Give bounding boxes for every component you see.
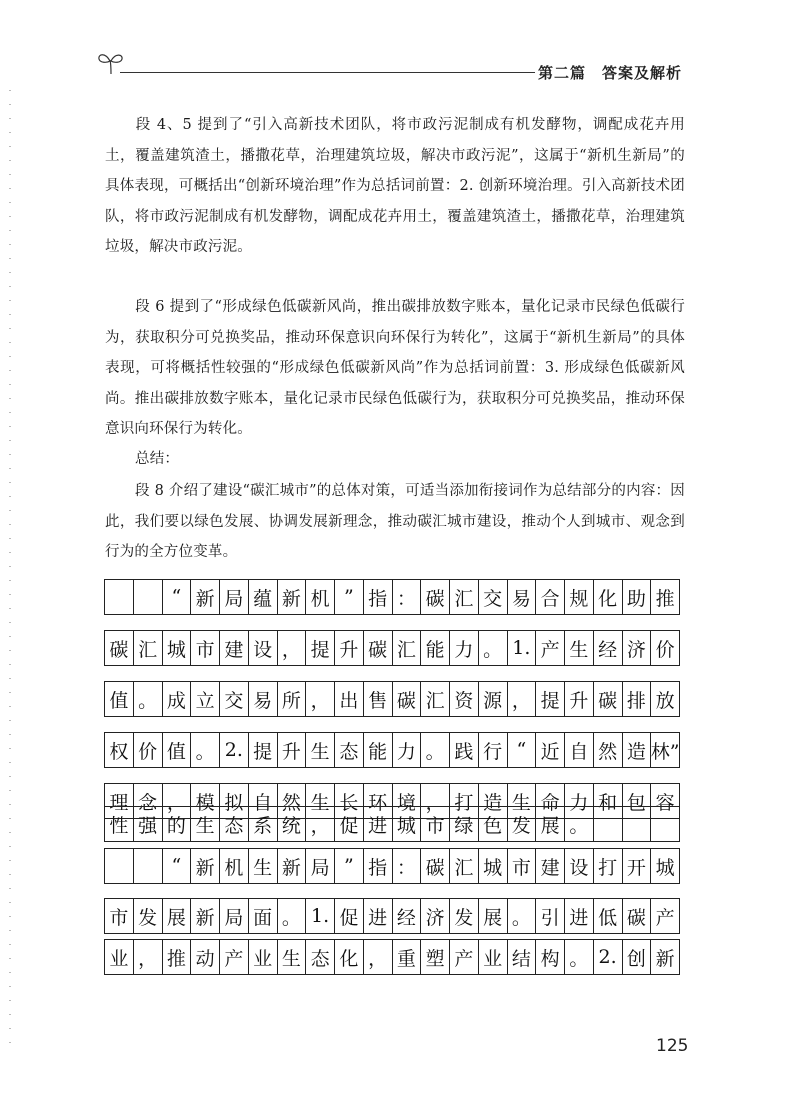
- grid-cell: 价: [651, 631, 680, 665]
- grid-cell: 结: [508, 940, 537, 974]
- grid-cell: 性: [105, 807, 134, 841]
- grid-cell: 汇: [134, 631, 163, 665]
- grid-cell: ，: [306, 682, 335, 716]
- grid-cell: 造: [479, 784, 508, 818]
- grid-cell: 打: [594, 849, 623, 883]
- grid-cell: 然: [278, 784, 307, 818]
- grid-cell: [134, 849, 163, 883]
- grid-cell: 的: [163, 807, 192, 841]
- grid-cell: 命: [536, 784, 565, 818]
- grid-cell: ：: [393, 849, 422, 883]
- grid-cell: 发: [134, 899, 163, 933]
- grid-cell: 生: [191, 807, 220, 841]
- grid-cell: 进: [364, 807, 393, 841]
- grid-cell: 碳: [623, 899, 652, 933]
- grid-cell: 。: [134, 682, 163, 716]
- grid-row: [104, 898, 680, 934]
- grid-cell: ，: [306, 807, 335, 841]
- grid-cell: 引: [536, 899, 565, 933]
- grid-cell: 强: [134, 807, 163, 841]
- grid-cell: 1.: [306, 899, 335, 933]
- grid-cell: 碳: [364, 631, 393, 665]
- grid-cell: 展: [536, 807, 565, 841]
- grid-cell: 值: [105, 682, 134, 716]
- grid-cell: 新: [651, 940, 680, 974]
- grid-cell: 绿: [450, 807, 479, 841]
- grid-cell: [105, 580, 134, 614]
- grid-cell: 1.: [508, 631, 537, 665]
- grid-cell: 产: [536, 631, 565, 665]
- grid-cell: 局: [220, 580, 249, 614]
- grid-cell: 碳: [105, 631, 134, 665]
- grid-cell: 济: [623, 631, 652, 665]
- grid-row: [104, 681, 680, 717]
- grid-cell: 化: [335, 940, 364, 974]
- grid-cell: ，: [278, 631, 307, 665]
- grid-cell: 2.: [594, 940, 623, 974]
- grid-cell: 。: [508, 899, 537, 933]
- grid-cell: 自: [565, 733, 594, 767]
- grid-cell: 。: [421, 733, 450, 767]
- section-title: 第二篇 答案及解析: [538, 64, 683, 82]
- grid-cell: 升: [565, 682, 594, 716]
- grid-cell: 新: [278, 849, 307, 883]
- grid-cell: ，: [364, 940, 393, 974]
- grid-cell: [134, 580, 163, 614]
- grid-cell: 打: [450, 784, 479, 818]
- grid-cell: ，: [134, 940, 163, 974]
- grid-cell: 。: [191, 733, 220, 767]
- grid-cell: “: [163, 580, 192, 614]
- grid-cell: [594, 807, 623, 841]
- grid-cell: ，: [421, 784, 450, 818]
- grid-cell: 资: [450, 682, 479, 716]
- grid-cell: 长: [335, 784, 364, 818]
- grid-cell: 践: [450, 733, 479, 767]
- grid-cell: 产: [220, 940, 249, 974]
- grid-cell: 生: [306, 784, 335, 818]
- grid-cell: 展: [479, 899, 508, 933]
- grid-cell: 业: [479, 940, 508, 974]
- grid-cell: 汇: [450, 849, 479, 883]
- grid-cell: 展: [163, 899, 192, 933]
- grid-cell: 包: [623, 784, 652, 818]
- grid-cell: 推: [651, 580, 680, 614]
- grid-cell: 态: [306, 940, 335, 974]
- grid-cell: 容: [651, 784, 680, 818]
- grid-cell: 态: [335, 733, 364, 767]
- grid-cell: 机: [220, 849, 249, 883]
- grid-cell: 业: [249, 940, 278, 974]
- grid-cell: 重: [393, 940, 422, 974]
- grid-cell: 市: [105, 899, 134, 933]
- grid-row: [104, 630, 680, 666]
- grid-cell: 2.: [220, 733, 249, 767]
- grid-cell: 构: [536, 940, 565, 974]
- grid-cell: 化: [594, 580, 623, 614]
- grid-cell: 建: [536, 849, 565, 883]
- grid-cell: 值: [163, 733, 192, 767]
- grid-cell: 力: [450, 631, 479, 665]
- grid-cell: 进: [364, 899, 393, 933]
- grid-cell: 自: [249, 784, 278, 818]
- binding-margin: [9, 90, 11, 1050]
- grid-cell: 易: [508, 580, 537, 614]
- grid-cell: 新: [191, 580, 220, 614]
- grid-row: [104, 848, 680, 884]
- grid-cell: 塑: [421, 940, 450, 974]
- grid-cell: 易: [249, 682, 278, 716]
- grid-cell: [623, 807, 652, 841]
- grid-cell: 升: [278, 733, 307, 767]
- grid-cell: ，: [163, 784, 192, 818]
- grid-cell: 产: [450, 940, 479, 974]
- grid-cell: 汇: [450, 580, 479, 614]
- grid-cell: 城: [479, 849, 508, 883]
- grid-cell: 汇: [393, 631, 422, 665]
- grid-cell: 城: [651, 849, 680, 883]
- grid-cell: 指: [364, 580, 393, 614]
- grid-cell: 。: [565, 807, 594, 841]
- grid-cell: 环: [364, 784, 393, 818]
- grid-cell: 发: [508, 807, 537, 841]
- grid-cell: 造: [623, 733, 652, 767]
- grid-cell: 然: [594, 733, 623, 767]
- grid-cell: 提: [306, 631, 335, 665]
- grid-cell: 低: [594, 899, 623, 933]
- grid-cell: 碳: [393, 682, 422, 716]
- grid-cell: “: [508, 733, 537, 767]
- grid-cell: 开: [623, 849, 652, 883]
- grid-cell: 促: [335, 899, 364, 933]
- grid-cell: 碳: [421, 849, 450, 883]
- grid-cell: 新: [191, 849, 220, 883]
- grid-cell: 理: [105, 784, 134, 818]
- grid-cell: 蕴: [249, 580, 278, 614]
- grid-cell: 经: [393, 899, 422, 933]
- grid-cell: 面: [249, 899, 278, 933]
- grid-cell: 局: [220, 899, 249, 933]
- grid-cell: 拟: [220, 784, 249, 818]
- grid-cell: 态: [220, 807, 249, 841]
- grid-cell: 提: [249, 733, 278, 767]
- grid-cell: 价: [134, 733, 163, 767]
- grid-cell: 助: [623, 580, 652, 614]
- paragraph-text: 段 6 提到了“形成绿色低碳新风尚，推出碳排放数字账本，量化记录市民绿色低碳行为，获取积分可兑换奖品，推动环保意识向环保行为转化”，这属于“新机生新局”的具体表现，可将概括性较强的“形成绿色低碳新风尚”作为总括词前置：3. 形成绿色低碳新风尚。推出碳排放数字账本，量化记录市民绿色低碳行为，获取积分可兑换奖品，推动环保意识向环保行为转化。: [105, 299, 685, 437]
- grid-cell: [651, 807, 680, 841]
- grid-cell: 。: [565, 940, 594, 974]
- grid-cell: 进: [565, 899, 594, 933]
- grid-cell: 经: [594, 631, 623, 665]
- paragraph-text: 段 4、5 提到了“引入高新技术团队，将市政污泥制成有机发酵物，调配成花卉用土，覆盖建筑渣土，播撒花草，治理建筑垃圾，解决市政污泥”，这属于“新机生新局”的具体表现，可概括出“创新环境治理”作为总括词前置：2. 创新环境治理。引入高新技术团队，将市政污泥制成有机发酵物，调配成花卉用土，覆盖建筑渣土，播撒花草，治理建筑垃圾，解决市政污泥。: [105, 117, 685, 255]
- grid-cell: 念: [134, 784, 163, 818]
- grid-cell: ，: [508, 682, 537, 716]
- grid-cell: 新: [278, 580, 307, 614]
- grid-row: [104, 806, 680, 842]
- paragraph-segment-4-5: [105, 110, 685, 263]
- grid-cell: 创: [623, 940, 652, 974]
- grid-cell: 行: [479, 733, 508, 767]
- grid-cell: 能: [421, 631, 450, 665]
- grid-row: [104, 579, 680, 615]
- grid-cell: 合: [536, 580, 565, 614]
- grid-cell: 业: [105, 940, 134, 974]
- grid-cell: 出: [335, 682, 364, 716]
- grid-cell: 力: [393, 733, 422, 767]
- grid-cell: 成: [163, 682, 192, 716]
- grid-cell: 设: [565, 849, 594, 883]
- grid-cell: 动: [191, 940, 220, 974]
- grid-cell: 提: [536, 682, 565, 716]
- grid-cell: 汇: [421, 682, 450, 716]
- summary-heading: [105, 444, 685, 475]
- grid-cell: 境: [393, 784, 422, 818]
- grid-cell: 规: [565, 580, 594, 614]
- grid-cell: 碳: [421, 580, 450, 614]
- grid-cell: 能: [364, 733, 393, 767]
- grid-cell: 和: [594, 784, 623, 818]
- paragraph-segment-8: [105, 476, 685, 568]
- grid-cell: 升: [335, 631, 364, 665]
- grid-cell: [105, 849, 134, 883]
- grid-cell: 。: [278, 899, 307, 933]
- grid-cell: 立: [191, 682, 220, 716]
- grid-cell: 市: [191, 631, 220, 665]
- grid-cell: 碳: [594, 682, 623, 716]
- grid-cell: ”: [335, 580, 364, 614]
- grid-cell: 指: [364, 849, 393, 883]
- grid-cell: “: [163, 849, 192, 883]
- grid-cell: 局: [306, 849, 335, 883]
- grid-cell: 城: [393, 807, 422, 841]
- grid-cell: 权: [105, 733, 134, 767]
- grid-cell: 市: [508, 849, 537, 883]
- grid-row: [104, 939, 680, 975]
- grid-cell: 系: [249, 807, 278, 841]
- grid-cell: 售: [364, 682, 393, 716]
- paragraph-text: 段 8 介绍了建设“碳汇城市”的总体对策，可适当添加衔接词作为总结部分的内容：因此，我们要以绿色发展、协调发展新理念，推动碳汇城市建设，推动个人到城市、观念到行为的全方位变革。: [105, 483, 685, 560]
- grid-cell: 林”: [651, 733, 680, 767]
- grid-cell: 模: [191, 784, 220, 818]
- grid-cell: 新: [191, 899, 220, 933]
- grid-cell: 产: [651, 899, 680, 933]
- grid-cell: 交: [220, 682, 249, 716]
- grid-cell: 排: [623, 682, 652, 716]
- grid-cell: 交: [479, 580, 508, 614]
- grid-cell: 生: [306, 733, 335, 767]
- grid-cell: 近: [536, 733, 565, 767]
- grid-cell: 。: [479, 631, 508, 665]
- grid-cell: 生: [508, 784, 537, 818]
- grid-cell: 市: [421, 807, 450, 841]
- paragraph-text: 总结：: [135, 451, 180, 467]
- grid-row: [104, 732, 680, 768]
- header-rule-dash: [525, 72, 535, 73]
- grid-cell: 源: [479, 682, 508, 716]
- page-number: 125: [656, 1036, 689, 1056]
- grid-cell: 统: [278, 807, 307, 841]
- grid-cell: 发: [450, 899, 479, 933]
- grid-cell: 所: [278, 682, 307, 716]
- paragraph-segment-6: [105, 292, 685, 445]
- grid-cell: ”: [335, 849, 364, 883]
- grid-cell: 城: [163, 631, 192, 665]
- grid-cell: ：: [393, 580, 422, 614]
- grid-cell: 建: [220, 631, 249, 665]
- grid-cell: 设: [249, 631, 278, 665]
- grid-cell: 推: [163, 940, 192, 974]
- grid-cell: 力: [565, 784, 594, 818]
- grid-cell: 促: [335, 807, 364, 841]
- grid-cell: 生: [249, 849, 278, 883]
- grid-cell: 济: [421, 899, 450, 933]
- grid-cell: 放: [651, 682, 680, 716]
- grid-cell: 生: [565, 631, 594, 665]
- grid-cell: 生: [278, 940, 307, 974]
- grid-cell: 机: [306, 580, 335, 614]
- header-rule: [120, 72, 525, 73]
- grid-cell: 色: [479, 807, 508, 841]
